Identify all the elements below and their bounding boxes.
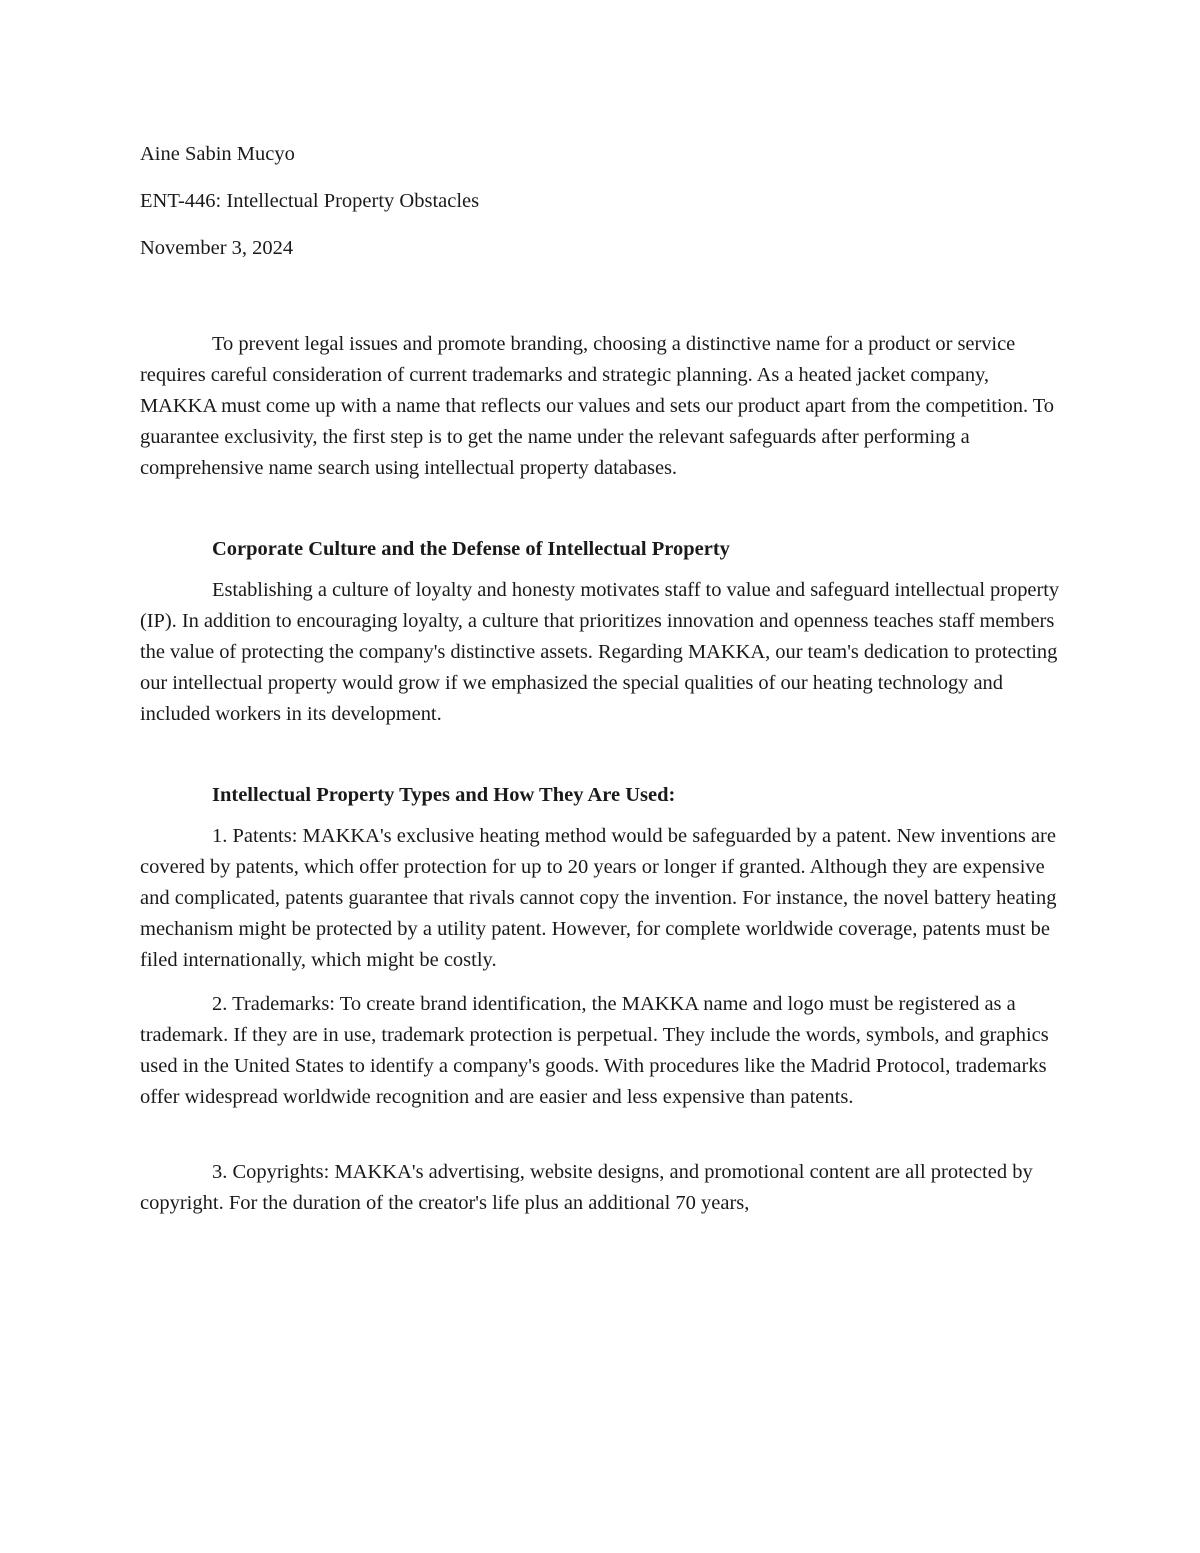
intro-paragraph: To prevent legal issues and promote branding, choosing a distinctive name for a product or service requires careful consideration of current trademarks and strategic planning. As a heated jacket company, MAKKA must come up with a name that reflects our values and sets our product apart from the competition. To guarantee exclusivity, the first step is to get the name under the relevant safeguards after performing a comprehensive name search using intellectual property databases. <box>140 333 1054 479</box>
ip-item-copyrights: 3. Copyrights: MAKKA's advertising, website designs, and promotional content are all protected by copyright. For the duration of the creator's life plus an additional 70 years, <box>140 1161 1033 1214</box>
course-title: ENT-446: Intellectual Property Obstacles <box>140 190 480 212</box>
author-name: Aine Sabin Mucyo <box>140 143 295 165</box>
ip-item-patents: 1. Patents: MAKKA's exclusive heating method would be safeguarded by a patent. New inventions are covered by patents, which offer protection for up to 20 years or longer if granted. Although they are expensive and complicated, patents guarantee that rivals cannot copy the invention. For instance, the novel battery heating mechanism might be protected by a utility patent. However, for complete worldwide coverage, patents must be filed internationally, which might be costly. <box>140 825 1057 971</box>
document-body <box>140 142 1060 1232</box>
ip-item-trademarks: 2. Trademarks: To create brand identification, the MAKKA name and logo must be registered as a trademark. If they are in use, trademark protection is perpetual. They include the words, symbols, and graphics used in the United States to identify a company's goods. With procedures like the Madrid Protocol, trademarks offer widespread worldwide recognition and are easier and less expensive than patents. <box>140 993 1049 1108</box>
section-heading-corporate-culture: Corporate Culture and the Defense of Intellectual Property <box>212 538 730 560</box>
section-heading-ip-types: Intellectual Property Types and How They Are Used: <box>212 784 676 806</box>
document-date: November 3, 2024 <box>140 237 294 259</box>
corporate-culture-paragraph: Establishing a culture of loyalty and honesty motivates staff to value and safeguard intellectual property (IP). In addition to encouraging loyalty, a culture that prioritizes innovation and openness teaches staff members the value of protecting the company's distinctive assets. Regarding MAKKA, our team's dedication to protecting our intellectual property would grow if we emphasized the special qualities of our heating technology and included workers in its development. <box>140 579 1060 725</box>
